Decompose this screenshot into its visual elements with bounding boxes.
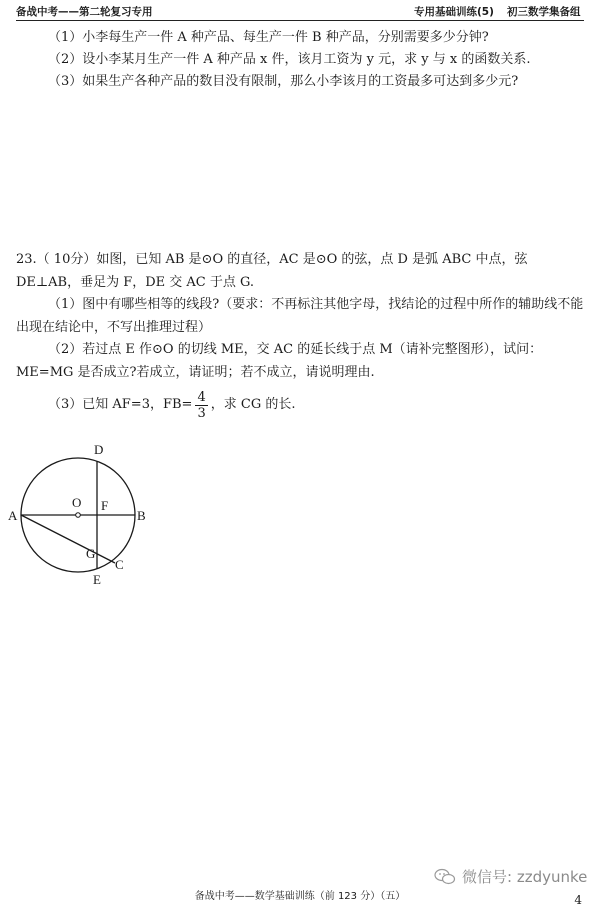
page-number: 4	[574, 893, 582, 907]
header-right: 初三数学集备组	[507, 6, 581, 18]
chord-ac	[21, 515, 115, 563]
wechat-watermark	[434, 866, 587, 887]
page-header	[16, 4, 584, 21]
center-point-o	[76, 513, 81, 518]
question-22-subitems	[48, 27, 530, 93]
circle-geometry-diagram	[0, 430, 200, 600]
label-a: A	[8, 508, 18, 523]
q23-sub1: （1）图中有哪些相等的线段?（要求：不再标注其他字母，找结论的过程中所作的辅助线不能出现在结论中，不写出推理过程）	[16, 297, 584, 335]
label-f: F	[101, 498, 109, 513]
q22-item-2: （2）设小李某月生产一件 A 种产品 x 件，该月工资为 y 元，求 y 与 x 的函数关系.	[48, 52, 531, 67]
q23-sub3-pre: （3）已知 AF=3，FB=	[48, 397, 193, 413]
page-footer: 备战中考——数学基础训练（前 123 分）（五）	[194, 891, 406, 902]
q22-item-3: （3）如果生产各种产品的数目没有限制，那么小李该月的工资最多可达到多少元?	[48, 74, 519, 89]
q23-sub3-post: ，求 CG 的长.	[210, 397, 296, 413]
wechat-id: 微信号: zzdyunke	[462, 868, 588, 886]
wechat-icon	[434, 868, 456, 886]
label-g: G	[86, 546, 96, 561]
label-b: B	[137, 508, 146, 523]
q23-stem: 23.（ 10分）如图，已知 AB 是⊙O 的直径，AC 是⊙O 的弦，点 D 是弧 ABC 中点，弦 DE⊥AB，垂足为 F，DE 交 AC 于点 G.	[16, 252, 528, 290]
question-23	[16, 249, 584, 421]
fraction-four-thirds	[195, 390, 207, 421]
header-left: 备战中考——第二轮复习专用	[16, 6, 153, 18]
fraction-numerator: 4	[197, 390, 206, 405]
label-e: E	[93, 572, 101, 587]
fraction-denominator: 3	[197, 406, 206, 421]
q23-sub2: （2）若过点 E 作⊙O 的切线 ME，交 AC 的延长线于点 M（请补完整图形），试问：ME=MG 是否成立?若成立，请证明；若不成立，请说明理由.	[16, 342, 543, 380]
q22-item-1: （1）小李每生产一件 A 种产品、每生产一件 B 种产品，分别需要多少分钟?	[48, 30, 489, 45]
q23-sub3	[16, 390, 584, 421]
label-d: D	[94, 442, 104, 457]
label-c: C	[115, 557, 124, 572]
header-middle: 专用基础训练(5)	[414, 6, 494, 18]
label-o: O	[72, 495, 82, 510]
